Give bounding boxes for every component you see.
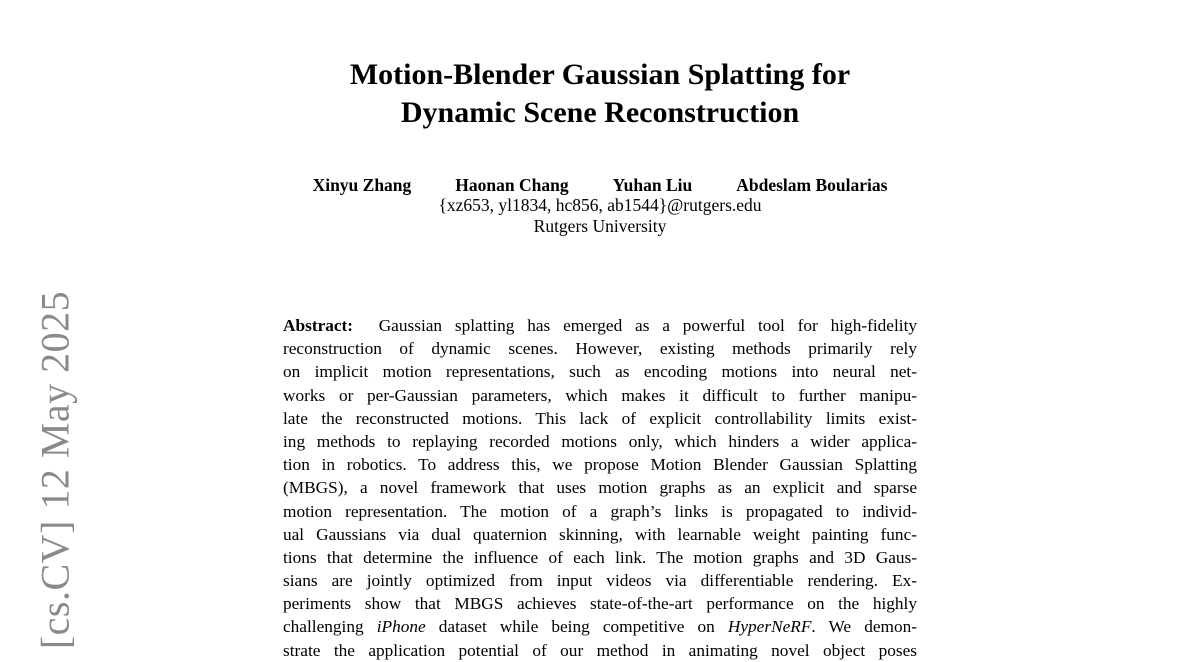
abstract-line: motion representation. The motion of a graph’s links is propagated to individ- [283, 501, 917, 521]
title-line-1: Motion-Blender Gaussian Splatting for [349, 58, 851, 91]
abstract [283, 314, 917, 662]
dataset-name: iPhone [376, 617, 426, 637]
abstract-line [283, 615, 917, 638]
abstract-line: ual Gaussians via dual quaternion skinning, with learnable weight painting func- [283, 524, 917, 544]
abstract-text: Gaussian splatting has emerged as a powerful tool for high-fidelity [378, 316, 918, 335]
author-affiliation: Rutgers University [533, 216, 667, 236]
abstract-line: works or per-Gaussian parameters, which makes it difficult to further manipu- [283, 385, 917, 405]
author-emails: {xz653, yl1834, hc856, ab1544}@rutgers.edu [438, 195, 762, 215]
author-block [250, 175, 950, 237]
abstract-line: tions that determine the influence of each link. The motion graphs and 3D Gaus- [283, 547, 917, 567]
paper-title [250, 56, 950, 132]
abstract-line [283, 314, 917, 337]
author-name: Haonan Chang [455, 175, 569, 195]
arxiv-stamp: [cs.CV] 12 May 2025 [32, 290, 78, 650]
abstract-line: tion in robotics. To address this, we propose Motion Blender Gaussian Splatting [283, 455, 917, 475]
abstract-line: ing methods to replaying recorded motions only, which hinders a wider applica- [283, 431, 917, 451]
author-name: Abdeslam Boularias [736, 175, 888, 195]
abstract-line: reconstruction of dynamic scenes. However, existing methods primarily rely [283, 339, 917, 359]
title-line-2: Dynamic Scene Reconstruction [400, 96, 800, 129]
dataset-name: HyperNeRF [727, 617, 812, 637]
abstract-line: periments show that MBGS achieves state-of-the-art performance on the highly [283, 594, 917, 614]
abstract-line: sians are jointly optimized from input videos via differentiable rendering. Ex- [283, 571, 917, 591]
abstract-label: Abstract: [283, 316, 354, 335]
abstract-line: strate the application potential of our method in animating novel object poses [283, 640, 917, 660]
author-name: Xinyu Zhang [312, 175, 412, 195]
author-names [250, 175, 950, 195]
abstract-text: dataset while being competitive on [425, 617, 728, 637]
abstract-text: . We demon- [811, 617, 917, 637]
abstract-line: late the reconstructed motions. This lack of explicit controllability limits exist- [283, 408, 917, 428]
abstract-text: challenging [283, 617, 377, 637]
abstract-line: on implicit motion representations, such as encoding motions into neural net- [283, 362, 917, 382]
author-name: Yuhan Liu [612, 175, 693, 195]
abstract-line: (MBGS), a novel framework that uses motion graphs as an explicit and sparse [283, 478, 917, 498]
